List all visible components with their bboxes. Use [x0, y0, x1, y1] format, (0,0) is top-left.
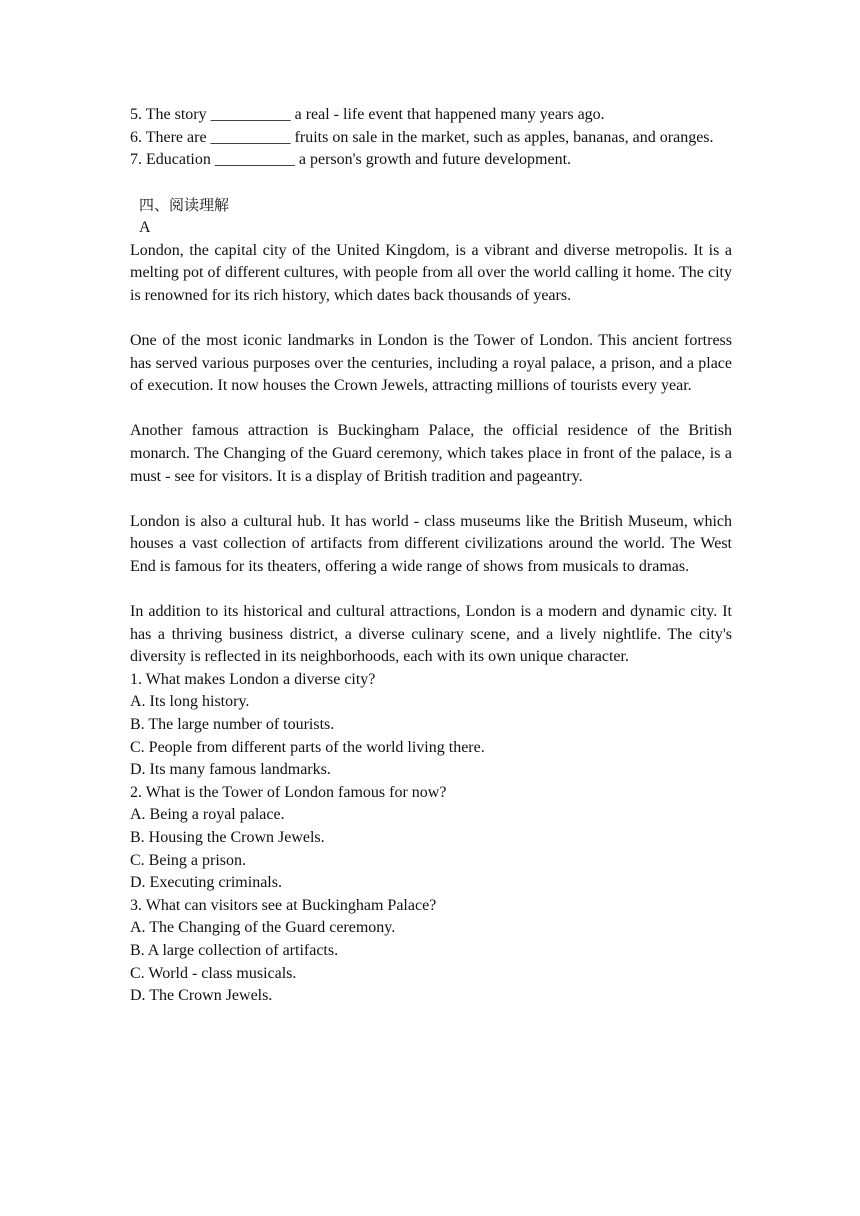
question-3-option-b: B. A large collection of artifacts.	[130, 941, 339, 959]
fill-in-item-5: 5. The story __________ a real - life event that happened many years ago.	[130, 106, 605, 123]
fill-in-item-6: 6. There are __________ fruits on sale in the market, such as apples, bananas, and oranges.	[130, 128, 714, 146]
question-1-option-a: A. Its long history.	[130, 693, 250, 711]
passage-paragraph-4: London is also a cultural hub. It has world - class museums like the British Museum, which houses a vast collection of artifacts from different civilizations around the world. The West End is famous for its theaters, offering a wide range of shows from musicals to dramas.	[130, 512, 732, 575]
question-2-option-a: A. Being a royal palace.	[130, 806, 285, 824]
question-1-option-b: B. The large number of tourists.	[130, 716, 335, 734]
section-heading: 四、阅读理解	[139, 196, 230, 215]
question-3-option-a: A. The Changing of the Guard ceremony.	[130, 919, 396, 937]
passage-paragraph-1: London, the capital city of the United Kingdom, is a vibrant and diverse metropolis. It is a melting pot of different cultures, with people from all over the world calling it home. The city is renowned for its rich history, which dates back thousands of years.	[130, 241, 732, 304]
question-2-option-c: C. Being a prison.	[130, 851, 246, 869]
question-2-option-b: B. Housing the Crown Jewels.	[130, 829, 325, 846]
question-1-option-c: C. People from different parts of the world living there.	[130, 738, 485, 756]
passage-letter: A	[139, 218, 151, 236]
passage-paragraph-5: In addition to its historical and cultural attractions, London is a modern and dynamic city. It has a thriving business district, a diverse culinary scene, and a lively nightlife. The city's diversity is reflected in its neighborhoods, each with its own unique character.	[130, 603, 732, 666]
question-3-option-c: C. World - class musicals.	[130, 964, 297, 982]
question-3-option-d: D. The Crown Jewels.	[130, 987, 273, 1005]
question-1-stem: 1. What makes London a diverse city?	[130, 670, 376, 688]
question-3-stem: 3. What can visitors see at Buckingham Palace?	[130, 896, 437, 914]
passage-paragraph-2: One of the most iconic landmarks in London is the Tower of London. This ancient fortress has served various purposes over the centuries, including a royal palace, a prison, and a place of execution. It now houses the Crown Jewels, attracting millions of tourists every year.	[130, 331, 732, 395]
document-page	[130, 104, 732, 1008]
passage-paragraph-3: Another famous attraction is Buckingham Palace, the official residence of the British monarch. The Changing of the Guard ceremony, which takes place in front of the palace, is a must - see for visitors. It is a display of British tradition and pageantry.	[130, 422, 732, 485]
question-2-option-d: D. Executing criminals.	[130, 874, 282, 892]
question-1-option-d: D. Its many famous landmarks.	[130, 761, 331, 779]
question-2-stem: 2. What is the Tower of London famous for now?	[130, 783, 447, 801]
fill-in-item-7: 7. Education __________ a person's growth and future development.	[130, 151, 572, 169]
